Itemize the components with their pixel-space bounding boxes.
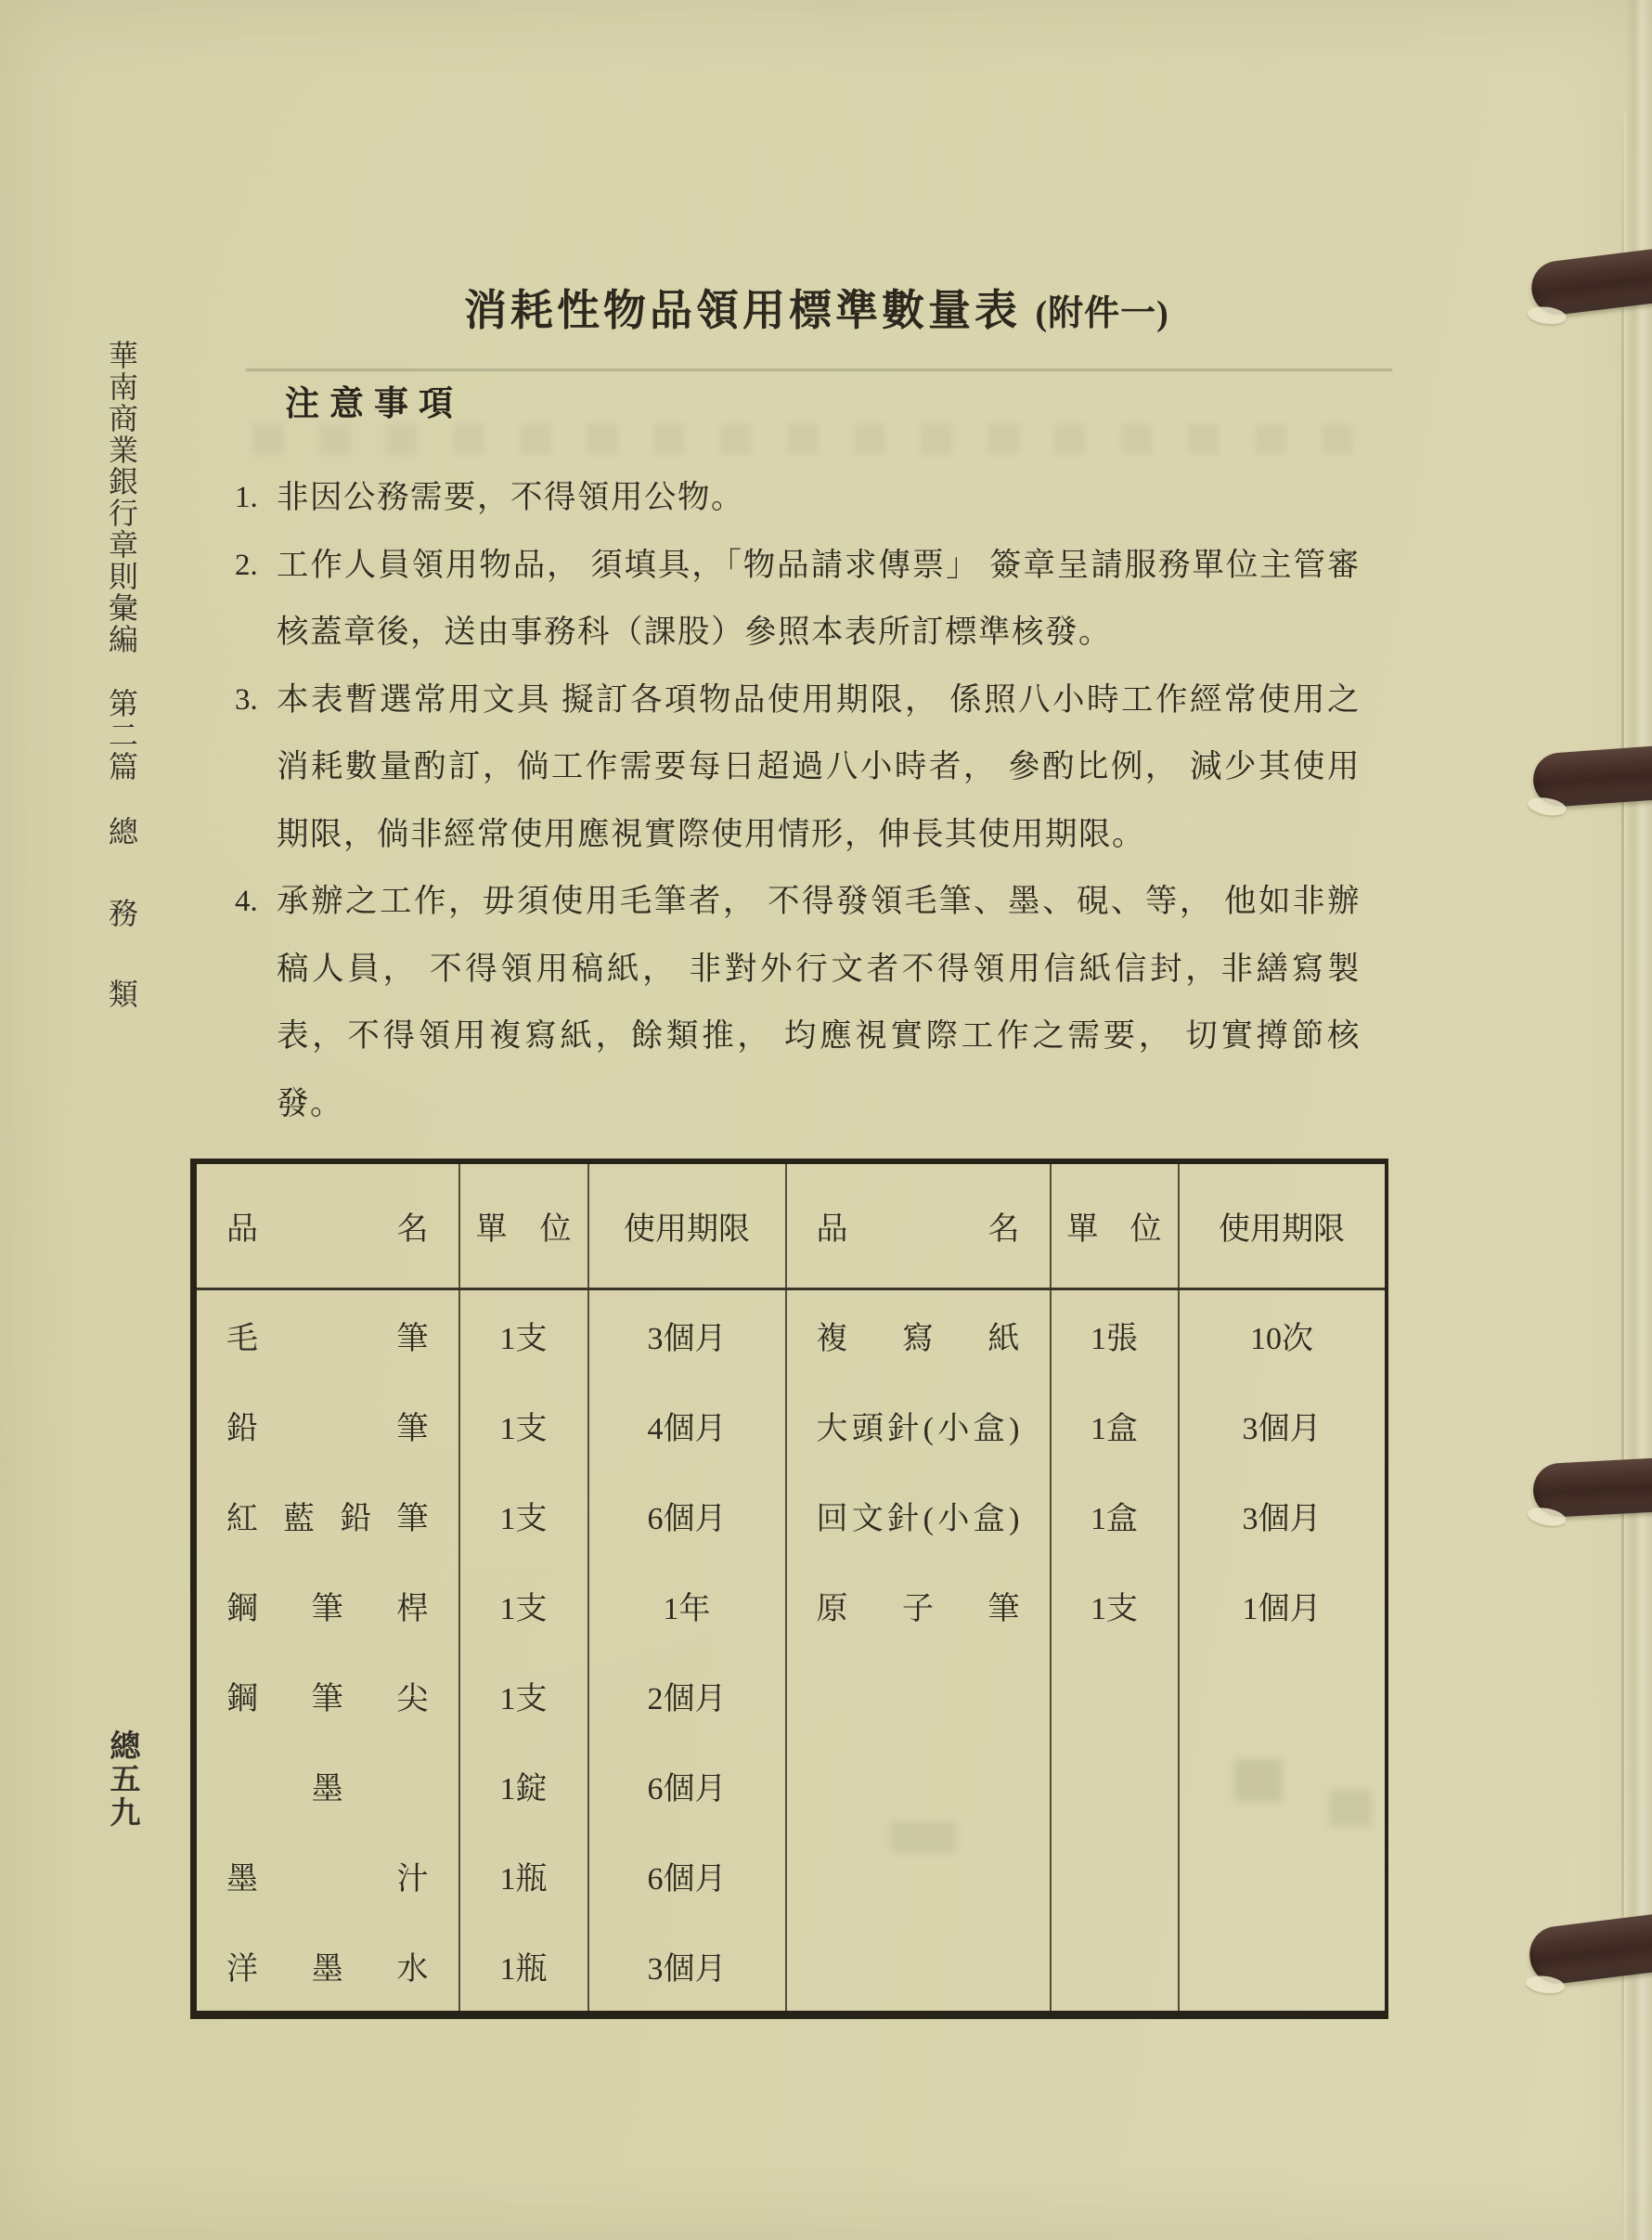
table-row xyxy=(194,1741,1387,1831)
table-cell-period: 6個月 xyxy=(588,1470,786,1560)
note-text: 本表暫選常用文具 擬訂各項物品使用期限， 係照八小時工作經常使用之消耗數量酌訂，倘工作需要每日超過八小時者， 參酌比例， 減少其使用期限，倘非經常使用應視實際使用情形，伸長其使用期限。 xyxy=(277,681,1361,852)
table-cell-name: 回文針(小盒) xyxy=(786,1470,1051,1560)
table-cell-unit: 1支 xyxy=(459,1560,588,1651)
page-title xyxy=(464,277,1169,338)
table-row xyxy=(194,1470,1387,1560)
table-cell-unit: 1支 xyxy=(459,1651,588,1741)
spine-title xyxy=(104,340,143,1010)
table-cell-name: 鉛筆 xyxy=(194,1380,459,1470)
table-cell-period xyxy=(1179,1921,1387,2015)
note-number: 1. xyxy=(235,481,258,514)
page-edge xyxy=(1626,0,1652,2240)
table-cell-name: 墨汁 xyxy=(194,1831,459,1921)
table-cell-period: 3個月 xyxy=(1179,1380,1387,1470)
table-cell-period xyxy=(1179,1741,1387,1831)
table-cell-name: 鋼筆尖 xyxy=(194,1651,459,1741)
table-cell-name: 紅藍鉛筆 xyxy=(194,1470,459,1560)
spine-title-book: 華南商業銀行章則彙編 xyxy=(108,339,138,656)
supply-table-body xyxy=(194,1289,1387,2015)
table-cell-name xyxy=(786,1831,1051,1921)
table-cell-unit: 1瓶 xyxy=(459,1921,588,2015)
table-header-row xyxy=(194,1161,1387,1289)
table-cell-unit: 1支 xyxy=(459,1289,588,1381)
table-cell-name: 大頭針(小盒) xyxy=(786,1380,1051,1470)
table-cell-unit xyxy=(1051,1831,1179,1921)
table-cell-unit xyxy=(1051,1741,1179,1831)
table-cell-period xyxy=(1179,1651,1387,1741)
table-cell-period: 4個月 xyxy=(588,1380,786,1470)
binding-lace-lower-middle xyxy=(1532,1457,1652,1518)
table-header-unit: 單位 xyxy=(1051,1161,1179,1289)
table-cell-unit: 1支 xyxy=(1051,1560,1179,1651)
table-cell-unit xyxy=(1051,1921,1179,2015)
table-cell-period: 10次 xyxy=(1179,1289,1387,1381)
page-title-attachment: (附件一) xyxy=(1035,294,1169,333)
note-item xyxy=(235,464,1361,532)
table-row xyxy=(194,1380,1387,1470)
table-row xyxy=(194,1289,1387,1381)
table-cell-period: 1個月 xyxy=(1179,1560,1387,1651)
table-header-use-period: 使用期限 xyxy=(1179,1161,1387,1289)
supply-standards-table xyxy=(190,1159,1388,2019)
notes-list xyxy=(235,464,1361,1137)
table-row xyxy=(194,1921,1387,2015)
note-number: 3. xyxy=(235,682,258,717)
note-text: 承辦之工作，毋須使用毛筆者， 不得發領毛筆、墨、硯、等， 他如非辦稿人員， 不得領用稿紙， 非對外行文者不得領用信紙信封，非繕寫製表，不得領用複寫紙，餘類推， 均應視實際工作之需要， 切實撙節核發。 xyxy=(277,884,1361,1121)
spine-title-category-char: 總 xyxy=(108,815,138,848)
table-row xyxy=(194,1831,1387,1921)
table-cell-period: 3個月 xyxy=(588,1289,786,1381)
table-cell-period: 6個月 xyxy=(588,1831,786,1921)
table-header-item-name: 品名 xyxy=(786,1161,1051,1289)
table-cell-period: 2個月 xyxy=(588,1651,786,1741)
table-cell-name xyxy=(786,1651,1051,1741)
note-item xyxy=(235,667,1361,869)
notes-heading: 注意事項 xyxy=(285,385,463,423)
table-cell-unit xyxy=(1051,1651,1179,1741)
table-cell-name: 鋼筆桿 xyxy=(194,1560,459,1651)
note-number: 4. xyxy=(235,885,258,918)
table-header-unit: 單位 xyxy=(459,1161,588,1289)
spine-title-part: 第二篇 xyxy=(108,687,138,783)
table-cell-name xyxy=(786,1741,1051,1831)
table-header-item-name: 品名 xyxy=(194,1161,459,1289)
table-cell-period: 1年 xyxy=(588,1560,786,1651)
page-title-main: 消耗性物品領用標準數量表 xyxy=(464,287,1021,334)
spine-title-category-char: 類 xyxy=(108,978,138,1011)
table-cell-name: 墨 xyxy=(194,1741,459,1831)
table-cell-unit: 1盒 xyxy=(1051,1470,1179,1560)
table-row xyxy=(194,1651,1387,1741)
table-cell-unit: 1盒 xyxy=(1051,1380,1179,1470)
note-text: 非因公務需要，不得領用公物。 xyxy=(277,480,744,515)
table-cell-unit: 1支 xyxy=(459,1470,588,1560)
table-header-use-period: 使用期限 xyxy=(588,1161,786,1289)
table-cell-name: 洋墨水 xyxy=(194,1921,459,2015)
table-cell-unit: 1瓶 xyxy=(459,1831,588,1921)
table-cell-period: 6個月 xyxy=(588,1741,786,1831)
table-row xyxy=(194,1560,1387,1651)
table-cell-name: 原子筆 xyxy=(786,1560,1051,1651)
note-item xyxy=(235,532,1361,667)
table-cell-unit: 1張 xyxy=(1051,1289,1179,1381)
table-cell-period: 3個月 xyxy=(1179,1470,1387,1560)
bleedthrough-rule xyxy=(246,369,1392,371)
table-cell-unit: 1錠 xyxy=(459,1741,588,1831)
table-cell-period: 3個月 xyxy=(588,1921,786,2015)
page-number: 總五九 xyxy=(110,1730,141,1831)
note-text: 工作人員領用物品， 須填具，「物品請求傳票」 簽章呈請服務單位主管審核蓋章後，送由事務科（課股）參照本表所訂標準核發。 xyxy=(277,547,1361,650)
table-cell-name xyxy=(786,1921,1051,2015)
bleedthrough-band xyxy=(252,423,1385,455)
table-cell-unit: 1支 xyxy=(459,1380,588,1470)
binding-lace-upper-middle xyxy=(1531,745,1652,808)
table-cell-name: 複寫紙 xyxy=(786,1289,1051,1381)
table-cell-name: 毛筆 xyxy=(194,1289,459,1381)
table-cell-period xyxy=(1179,1831,1387,1921)
spine-title-category-char: 務 xyxy=(108,897,138,930)
note-item xyxy=(235,868,1361,1137)
note-number: 2. xyxy=(235,548,258,582)
